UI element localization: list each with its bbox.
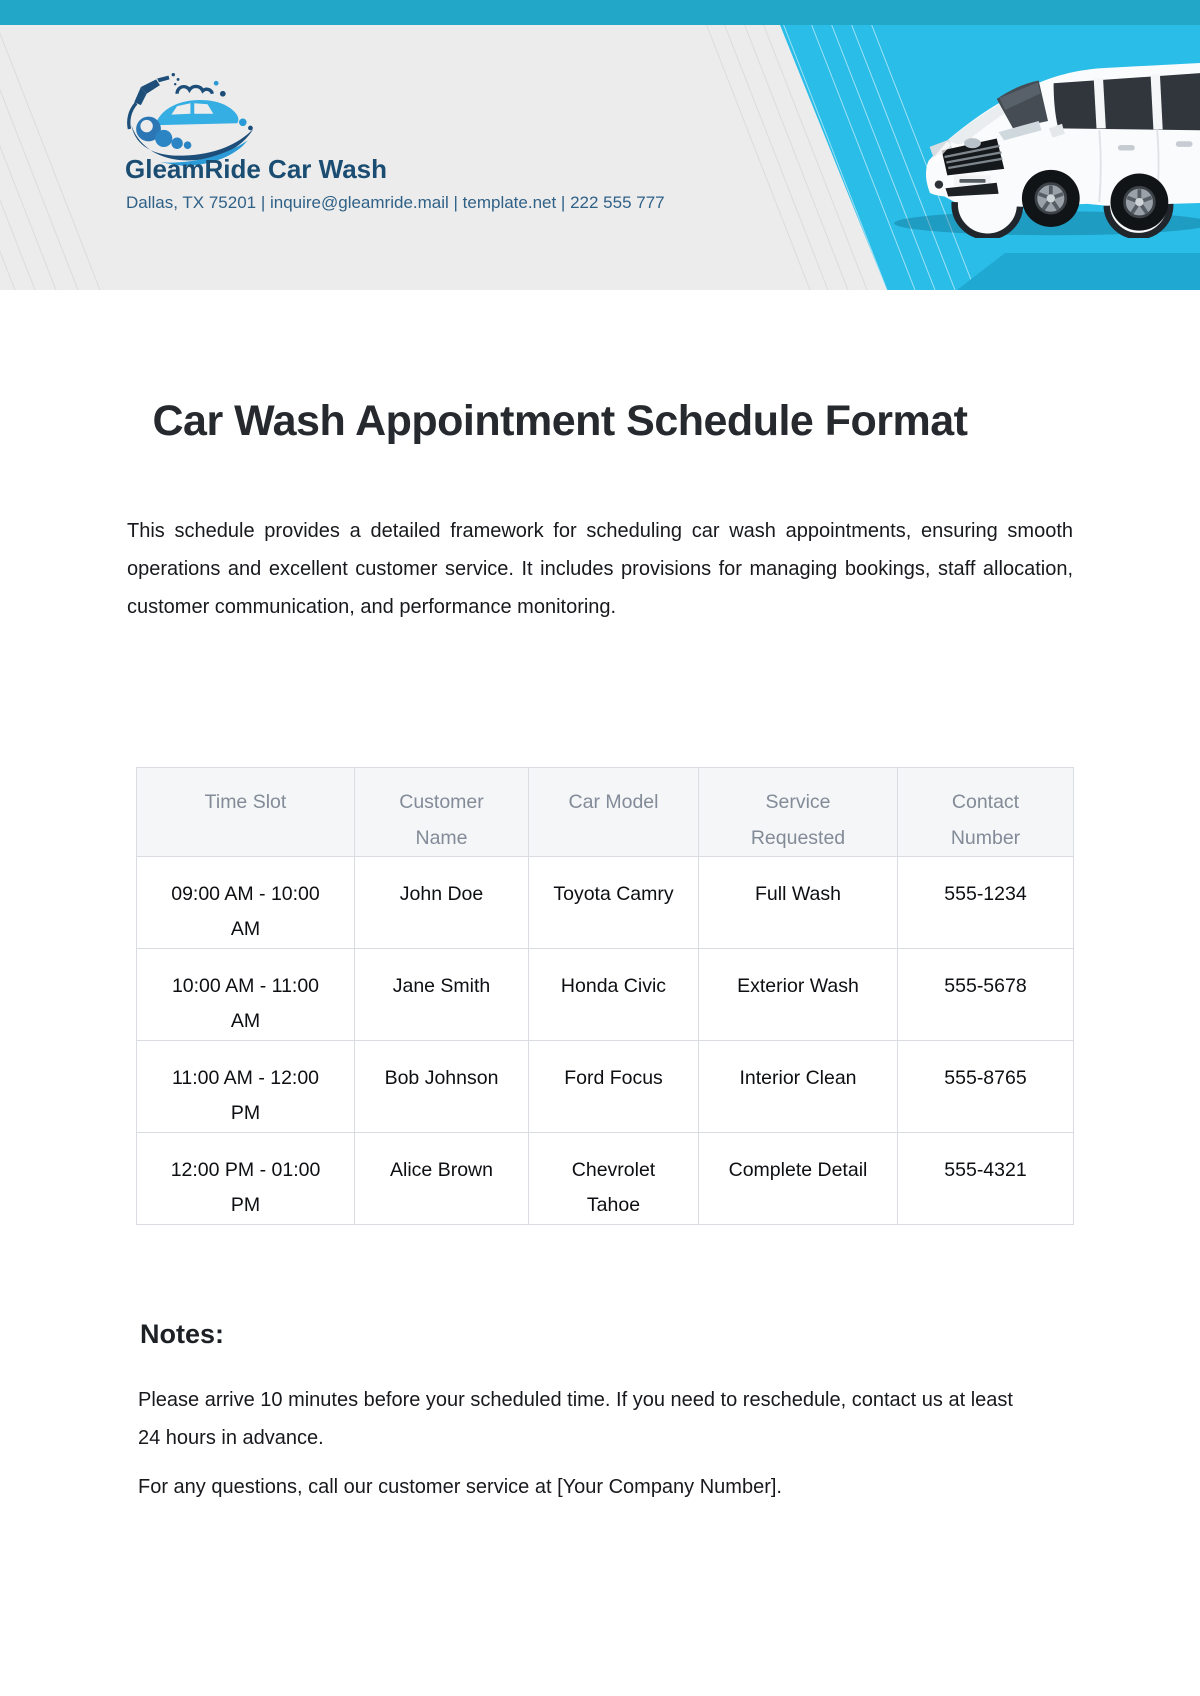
carwash-logo-icon — [125, 68, 273, 168]
header-topbar — [0, 0, 1200, 25]
cell-name: Alice Brown — [355, 1133, 529, 1225]
notes-paragraph: Please arrive 10 minutes before your scheduled time. If you need to reschedule, contact us at least 24 hours in advance. — [138, 1389, 1013, 1449]
schedule-table — [136, 767, 1074, 1225]
cell-service: Exterior Wash — [699, 949, 898, 1041]
notes-paragraph: For any questions, call our customer service at [Your Company Number]. — [138, 1476, 782, 1498]
cell-service: Complete Detail — [699, 1133, 898, 1225]
brand-contact-line: Dallas, TX 75201 | inquire@gleamride.mail | template.net | 222 555 777 — [126, 193, 665, 212]
cell-service: Interior Clean — [699, 1041, 898, 1133]
cell-time: 09:00 AM - 10:00 AM — [137, 857, 355, 949]
cell-time: 12:00 PM - 01:00 PM — [137, 1133, 355, 1225]
diagonal-stripe — [0, 22, 88, 290]
col-header-service: Service Requested — [699, 768, 898, 857]
table-row — [137, 857, 1074, 949]
diagonal-stripe — [0, 22, 110, 290]
col-header-contact: Contact Number — [898, 768, 1074, 857]
col-header-car-model: Car Model — [529, 768, 699, 857]
diagonal-stripe — [0, 22, 45, 290]
cell-time: 10:00 AM - 11:00 AM — [137, 949, 355, 1041]
cell-contact: 555-4321 — [898, 1133, 1074, 1225]
cell-service: Full Wash — [699, 857, 898, 949]
table-row — [137, 1041, 1074, 1133]
cell-contact: 555-1234 — [898, 857, 1074, 949]
cell-contact: 555-8765 — [898, 1041, 1074, 1133]
brand-name: GleamRide Car Wash — [125, 154, 388, 184]
cell-name: Bob Johnson — [355, 1041, 529, 1133]
car-photo — [855, 40, 1200, 238]
col-header-customer: Customer Name — [355, 768, 529, 857]
header-banner — [0, 0, 1200, 290]
cell-model: Chevrolet Tahoe — [529, 1133, 699, 1225]
cell-model: Honda Civic — [529, 949, 699, 1041]
cell-time: 11:00 AM - 12:00 PM — [137, 1041, 355, 1133]
intro-paragraph: This schedule provides a detailed framework for scheduling car wash appointments, ensuring smooth operations and excellent customer service. It includes provisions for managing bookings, staff allocation, customer communication, and performance monitoring. — [127, 520, 1073, 618]
cell-name: John Doe — [355, 857, 529, 949]
table-row — [137, 1133, 1074, 1225]
header-dark-wedge — [0, 253, 1200, 290]
col-header-time-slot: Time Slot — [137, 768, 355, 857]
cell-contact: 555-5678 — [898, 949, 1074, 1041]
table-row — [137, 949, 1074, 1041]
cell-name: Jane Smith — [355, 949, 529, 1041]
cell-model: Ford Focus — [529, 1041, 699, 1133]
table-header-row — [137, 768, 1074, 857]
page-title: Car Wash Appointment Schedule Format — [152, 397, 968, 445]
notes-heading: Notes: — [140, 1319, 225, 1349]
cell-model: Toyota Camry — [529, 857, 699, 949]
